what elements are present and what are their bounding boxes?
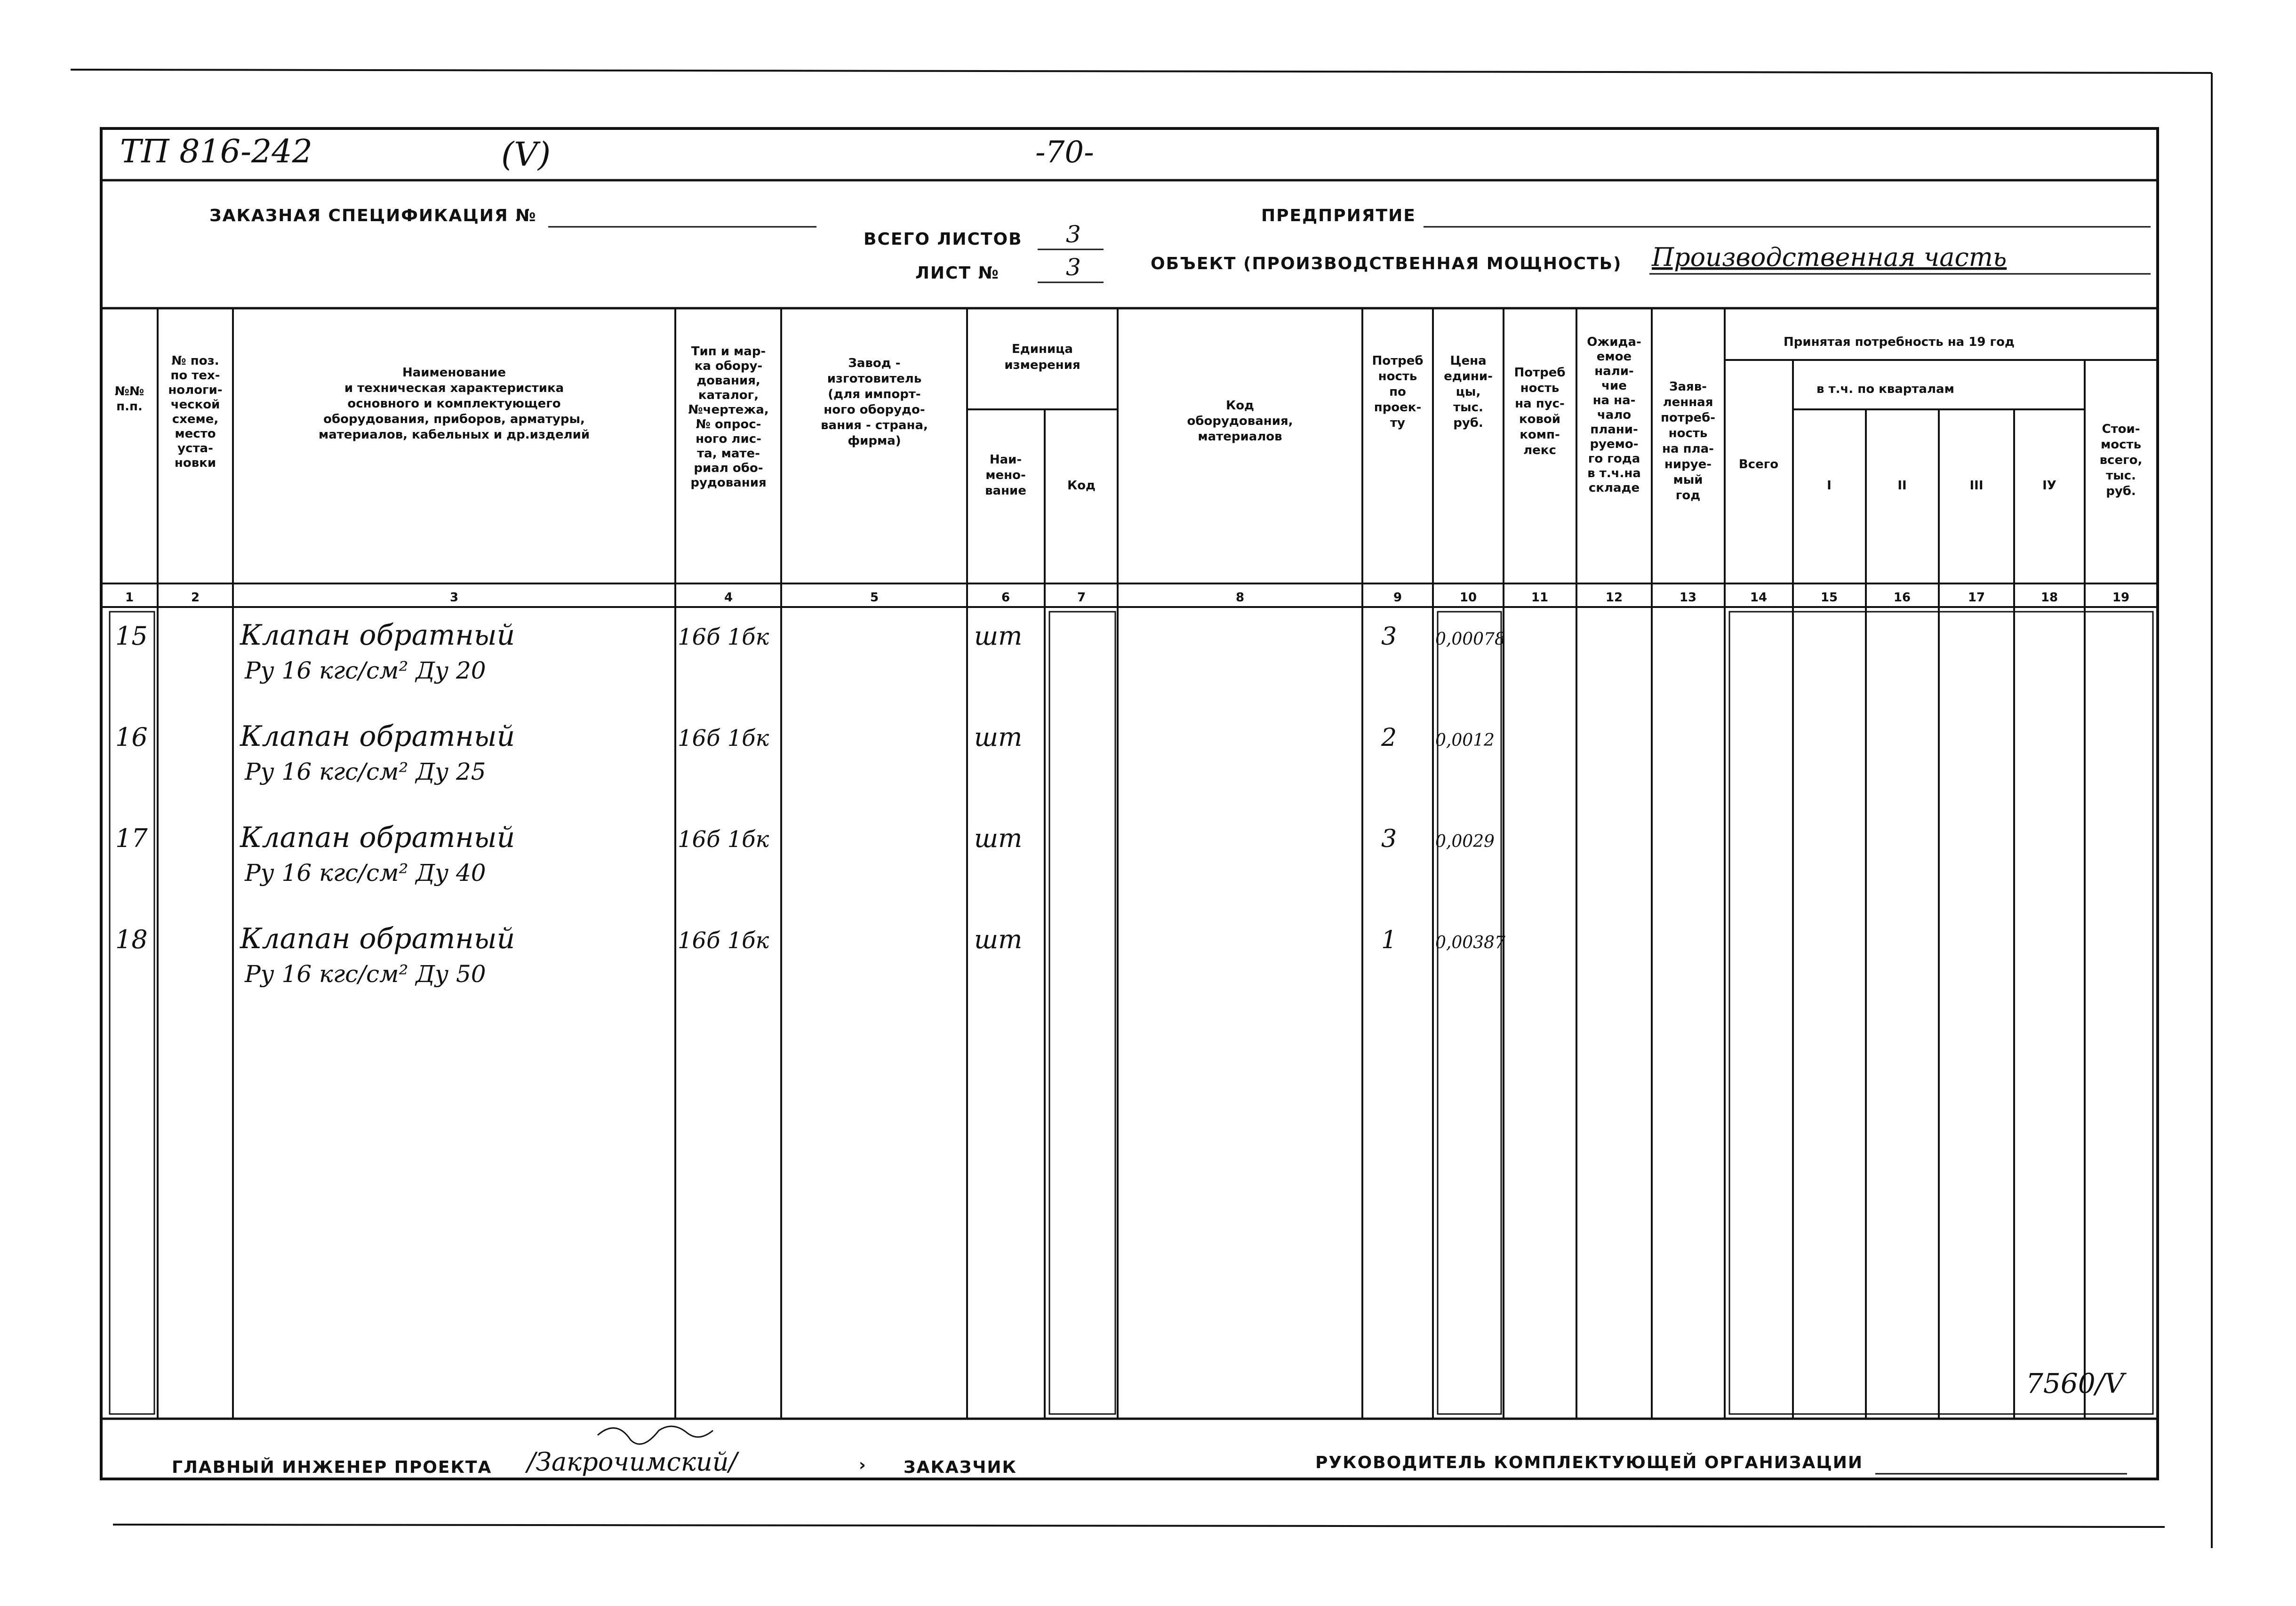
item-type: 16б 1бк bbox=[678, 826, 769, 853]
column-number: 13 bbox=[1679, 591, 1697, 605]
column-header-line: ность bbox=[1378, 369, 1417, 384]
column-header-line: Потреб bbox=[1372, 354, 1424, 368]
item-spec: Ру 16 кгс/см² Ду 25 bbox=[245, 758, 486, 785]
column-header-line: II bbox=[1897, 479, 1907, 493]
column-header-line: №чертежа, bbox=[688, 403, 769, 417]
column-number: 1 bbox=[125, 591, 134, 605]
column-header-line: год bbox=[1675, 488, 1701, 503]
item-type: 16б 1бк bbox=[678, 927, 769, 954]
column-header-c15 bbox=[1827, 479, 1832, 493]
customer-label: ЗАКАЗЧИК bbox=[904, 1458, 1017, 1477]
unit-name: шт bbox=[974, 925, 1023, 954]
spec-label: ЗАКАЗНАЯ СПЕЦИФИКАЦИЯ № bbox=[209, 206, 537, 225]
column-header-line: проек- bbox=[1374, 400, 1422, 415]
column-header-line: Заяв- bbox=[1669, 380, 1707, 394]
column-header-c6 bbox=[985, 453, 1026, 498]
column-number: 9 bbox=[1393, 591, 1402, 605]
unit-name: шт bbox=[974, 823, 1023, 853]
quarters-group-header: в т.ч. по кварталам bbox=[1816, 382, 1954, 396]
column-header-line: нируе- bbox=[1664, 457, 1712, 471]
column-header-line: руб. bbox=[1453, 416, 1483, 430]
column-header-c4 bbox=[688, 344, 768, 490]
column-header-line: комп- bbox=[1520, 428, 1560, 442]
column-number: 10 bbox=[1459, 591, 1477, 605]
bottom-cut-line bbox=[113, 1525, 2165, 1527]
column-header-line: го года bbox=[1588, 452, 1640, 466]
column-number: 12 bbox=[1605, 591, 1623, 605]
item-type: 16б 1бк bbox=[678, 725, 769, 751]
column-header-line: мый bbox=[1673, 473, 1703, 487]
column-header-line: материалов, кабельных и др.изделий bbox=[318, 428, 590, 442]
unit-name: шт bbox=[974, 722, 1023, 752]
column-header-line: по bbox=[1389, 385, 1406, 399]
column-header-c17 bbox=[1969, 479, 1983, 493]
column-header-line: вания - страна, bbox=[821, 418, 928, 432]
column-header-line: ка обору- bbox=[694, 359, 763, 373]
object-value: Производственная часть bbox=[1652, 242, 2007, 272]
column-header-line: рудования bbox=[690, 476, 767, 490]
project-code: ТП 816-242 bbox=[120, 133, 312, 170]
column-number: 18 bbox=[2040, 591, 2058, 605]
column-header-c3 bbox=[319, 366, 590, 442]
column-header-line: в т.ч.на bbox=[1587, 466, 1641, 480]
column-number: 11 bbox=[1531, 591, 1549, 605]
column-header-line: Код bbox=[1225, 399, 1255, 413]
item-spec: Ру 16 кгс/см² Ду 40 bbox=[245, 859, 486, 887]
total-sheets-label: ВСЕГО ЛИСТОВ bbox=[864, 230, 1023, 249]
column-header-line: лекс bbox=[1523, 443, 1556, 457]
enterprise-label: ПРЕДПРИЯТИЕ bbox=[1261, 206, 1416, 225]
column-header-unit-group bbox=[1004, 342, 1080, 372]
volume-mark: (V) bbox=[501, 135, 551, 174]
column-header-c12 bbox=[1587, 335, 1641, 495]
column-header-c7 bbox=[1067, 479, 1096, 493]
column-header-c8 bbox=[1187, 399, 1293, 444]
sheet-label: ЛИСТ № bbox=[915, 264, 1000, 283]
column-number-row bbox=[125, 591, 2129, 605]
column-number: 8 bbox=[1235, 591, 1245, 605]
row-number: 18 bbox=[115, 925, 148, 954]
column-header-line: чало bbox=[1597, 408, 1632, 422]
column-header-line: ту bbox=[1390, 416, 1406, 430]
table-row bbox=[115, 720, 1495, 785]
column-header-line: фирма) bbox=[848, 434, 901, 448]
column-header-line: Наи- bbox=[989, 453, 1022, 467]
column-header-c10 bbox=[1444, 354, 1493, 430]
total-sheets-value: 3 bbox=[1066, 221, 1081, 248]
unit-price: 0,0012 bbox=[1435, 731, 1495, 750]
column-header-line: Тип и мар- bbox=[691, 344, 766, 359]
column-header-line: материалов bbox=[1198, 430, 1282, 444]
column-number: 16 bbox=[1893, 591, 1911, 605]
svg-text:›: › bbox=[859, 1455, 867, 1475]
column-header-line: тыс. bbox=[2106, 469, 2136, 483]
column-header-c5 bbox=[821, 356, 928, 448]
row-number: 16 bbox=[115, 722, 148, 752]
column-header-line: ность bbox=[1668, 426, 1708, 440]
column-header-line: оборудования, bbox=[1187, 414, 1293, 428]
column-header-line: Потреб bbox=[1514, 366, 1566, 380]
column-header-line: и техническая характеристика bbox=[344, 381, 564, 395]
column-header-c18 bbox=[2042, 479, 2056, 493]
column-header-c13 bbox=[1661, 380, 1715, 503]
column-header-line: всего, bbox=[2099, 453, 2143, 467]
item-type: 16б 1бк bbox=[678, 624, 769, 650]
column-header-line: Наименование bbox=[402, 366, 506, 380]
column-header-c2 bbox=[168, 354, 222, 470]
unit-price: 0,00078 bbox=[1435, 630, 1505, 649]
column-header-line: руб. bbox=[2106, 484, 2136, 498]
column-header-line: на пус- bbox=[1515, 397, 1565, 411]
archive-stamp: 7560/V bbox=[2026, 1367, 2125, 1399]
column-header-line: риал обо- bbox=[694, 461, 763, 475]
top-cut-line bbox=[71, 70, 2212, 73]
column-header-line: потреб- bbox=[1660, 411, 1716, 425]
column-header-c14 bbox=[1739, 457, 1778, 471]
column-header-c19 bbox=[2100, 422, 2143, 498]
item-spec: Ру 16 кгс/см² Ду 50 bbox=[245, 960, 486, 988]
data-rows bbox=[115, 619, 1505, 988]
column-header-line: ного оборудо- bbox=[824, 403, 925, 417]
unit-price: 0,0029 bbox=[1435, 832, 1495, 851]
accepted-group-header: Принятая потребность на 19 год bbox=[1784, 335, 2015, 349]
column-header-line: Код bbox=[1067, 479, 1096, 493]
column-header-line: мость bbox=[2100, 438, 2142, 452]
column-header-line: Завод - bbox=[848, 356, 901, 370]
item-name: Клапан обратный bbox=[240, 821, 515, 854]
column-header-line: №№ bbox=[114, 384, 144, 399]
column-header-line: Цена bbox=[1450, 354, 1487, 368]
column-number: 14 bbox=[1750, 591, 1768, 605]
item-name: Клапан обратный bbox=[240, 720, 515, 753]
sheet-value: 3 bbox=[1066, 254, 1081, 281]
column-number: 6 bbox=[1001, 591, 1010, 605]
column-header-line: уста- bbox=[177, 441, 213, 455]
column-header-line: № поз. bbox=[171, 354, 219, 368]
item-name: Клапан обратный bbox=[240, 922, 515, 955]
column-header-line: III bbox=[1969, 479, 1984, 493]
column-header-line: плани- bbox=[1590, 423, 1638, 437]
column-header-line: на пла- bbox=[1662, 442, 1714, 456]
table-row bbox=[115, 619, 1505, 684]
column-number: 4 bbox=[724, 591, 733, 605]
column-number: 7 bbox=[1077, 591, 1086, 605]
column-number: 19 bbox=[2112, 591, 2130, 605]
column-header-c11 bbox=[1514, 366, 1565, 457]
column-header-line: цы, bbox=[1456, 385, 1481, 399]
column-header-line: новки bbox=[174, 456, 216, 470]
column-header-line: каталог, bbox=[698, 388, 759, 402]
column-header-line: IУ bbox=[2042, 479, 2056, 493]
form-frame bbox=[101, 128, 2158, 1479]
column-header-line: по тех- bbox=[170, 368, 220, 383]
chief-engineer-label: ГЛАВНЫЙ ИНЖЕНЕР ПРОЕКТА bbox=[172, 1458, 492, 1477]
column-number: 17 bbox=[1968, 591, 1985, 605]
column-header-c16 bbox=[1897, 479, 1906, 493]
column-header-line: Ожида- bbox=[1587, 335, 1641, 349]
table-row bbox=[115, 922, 1505, 988]
column-header-line: ковой bbox=[1519, 412, 1561, 426]
column-header-line: I bbox=[1827, 479, 1832, 493]
row-number: 17 bbox=[115, 823, 148, 853]
item-name: Клапан обратный bbox=[240, 619, 515, 652]
column-header-line: чие bbox=[1601, 379, 1627, 393]
unit-name: шт bbox=[974, 621, 1023, 651]
column-header-line: Стои- bbox=[2102, 422, 2140, 436]
column-header-line: оборудования, приборов, арматуры, bbox=[323, 412, 585, 426]
column-header-line: п.п. bbox=[116, 400, 143, 414]
column-header-line: дования, bbox=[696, 374, 760, 388]
column-header-line: измерения bbox=[1004, 358, 1080, 372]
column-header-line: ческой bbox=[170, 398, 220, 412]
row-number: 15 bbox=[115, 621, 148, 651]
column-header-line: (для импорт- bbox=[828, 387, 921, 401]
column-header-line: ность bbox=[1520, 381, 1560, 395]
unit-price: 0,00387 bbox=[1435, 933, 1505, 952]
page-number: -70- bbox=[1035, 135, 1094, 170]
column-header-line: та, мате- bbox=[697, 447, 760, 461]
table-row bbox=[115, 821, 1495, 887]
column-header-line: едини- bbox=[1444, 369, 1493, 384]
column-header-line: ного лис- bbox=[696, 432, 761, 446]
column-header-line: мено- bbox=[985, 468, 1026, 482]
column-header-line: изготовитель bbox=[827, 372, 922, 386]
column-header-line: тыс. bbox=[1453, 400, 1483, 415]
column-number: 15 bbox=[1820, 591, 1838, 605]
qty-project: 2 bbox=[1381, 724, 1397, 752]
column-number: 5 bbox=[870, 591, 879, 605]
signature-mark bbox=[598, 1426, 713, 1444]
column-header-line: схеме, bbox=[172, 412, 219, 426]
column-header-line: нологи- bbox=[168, 383, 223, 397]
column-number: 3 bbox=[449, 591, 459, 605]
column-header-line: руемо- bbox=[1590, 437, 1639, 451]
column-number: 2 bbox=[191, 591, 200, 605]
column-header-line: место bbox=[175, 427, 216, 441]
column-header-line: № опрос- bbox=[696, 417, 761, 431]
qty-project: 3 bbox=[1381, 825, 1397, 853]
column-header-c9 bbox=[1372, 354, 1423, 430]
column-header-line: вание bbox=[985, 484, 1026, 498]
qty-project: 1 bbox=[1381, 926, 1397, 954]
column-header-line: складе bbox=[1588, 481, 1640, 495]
column-header-c1 bbox=[115, 384, 144, 414]
item-spec: Ру 16 кгс/см² Ду 20 bbox=[245, 657, 486, 684]
chief-engineer-name: /Закрочимский/ bbox=[527, 1447, 737, 1477]
column-header-line: ленная bbox=[1663, 395, 1713, 409]
object-label: ОБЪЕКТ (ПРОИЗВОДСТВЕННАЯ МОЩНОСТЬ) bbox=[1151, 254, 1622, 273]
supplier-head-label: РУКОВОДИТЕЛЬ КОМПЛЕКТУЮЩЕЙ ОРГАНИЗАЦИИ bbox=[1315, 1453, 1864, 1472]
column-header-line: нали- bbox=[1594, 364, 1634, 378]
column-header-line: емое bbox=[1596, 350, 1632, 364]
column-header-line: Всего bbox=[1738, 457, 1779, 471]
column-header-line: Единица bbox=[1012, 342, 1073, 356]
qty-project: 3 bbox=[1381, 623, 1397, 651]
column-header-line: на на- bbox=[1592, 393, 1636, 407]
column-header-line: основного и комплектующего bbox=[347, 397, 561, 411]
